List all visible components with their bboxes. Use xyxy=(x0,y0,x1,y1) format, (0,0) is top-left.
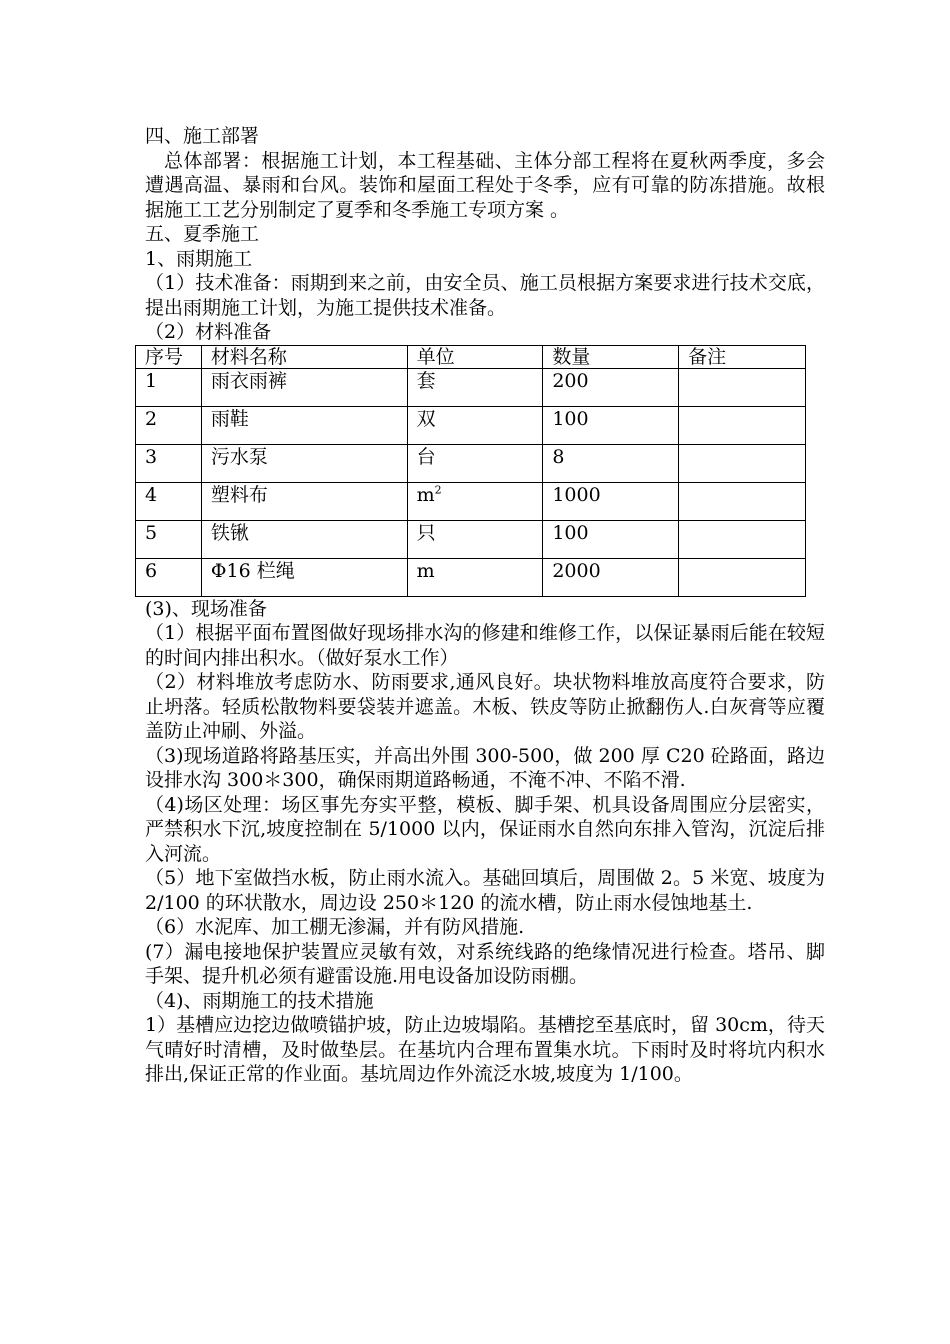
table-header-cell: 材料名称 xyxy=(201,345,407,368)
site-item: （2）材料堆放考虑防水、防雨要求,通风良好。块状物料堆放高度符合要求，防止坍落。轻质松散物料要袋装并遮盖。木板、铁皮等防止掀翻伤人.白灰膏等应覆盖防止冲刷、外溢。 xyxy=(145,671,825,742)
table-header-cell: 单位 xyxy=(407,345,543,368)
table-row xyxy=(136,368,806,406)
table-row xyxy=(136,406,806,444)
table-cell: 铁锹 xyxy=(201,520,407,558)
table-cell xyxy=(679,406,806,444)
table-cell: 雨衣雨裤 xyxy=(201,368,407,406)
table-row xyxy=(136,482,806,520)
table-cell: 4 xyxy=(136,482,202,520)
table-cell: 双 xyxy=(407,406,543,444)
materials-table xyxy=(135,345,806,597)
table-cell: 1000 xyxy=(543,482,679,520)
tech-measures-heading: （4)、雨期施工的技术措施 xyxy=(145,989,374,1012)
table-row xyxy=(136,520,806,558)
site-item: （6）水泥库、加工棚无渗漏，并有防风措施. xyxy=(145,916,525,938)
table-cell: 污水泵 xyxy=(201,444,407,482)
table-cell: 5 xyxy=(136,520,202,558)
table-cell: 200 xyxy=(543,368,679,406)
table-row xyxy=(136,558,806,596)
table-cell: 6 xyxy=(136,558,202,596)
table-cell xyxy=(679,444,806,482)
table-cell: 2 xyxy=(136,406,202,444)
table-cell xyxy=(679,368,806,406)
overall-deployment-paragraph: 总体部署：根据施工计划，本工程基础、主体分部工程将在夏秋两季度，多会遭遇高温、暴雨和台风。装饰和屋面工程处于冬季，应有可靠的防冻措施。故根据施工工艺分别制定了夏季和冬季施工专项方案 。 xyxy=(145,149,825,221)
table-cell xyxy=(679,520,806,558)
table-header-row xyxy=(136,345,806,368)
site-item: （3)现场道路将路基压实，并高出外围 300-500，做 200 厚 C20 砼路面，路边设排水沟 300＊300，确保雨期道路畅通，不淹不冲、不陷不滑. xyxy=(145,744,825,791)
table-cell: Φ16 栏绳 xyxy=(201,558,407,596)
site-item: （5）地下室做挡水板，防止雨水流入。基础回填后，周围做 2。5 米宽、坡度为 2/100 的环状散水，周边设 250＊120 的流水槽，防止雨水侵蚀地基土. xyxy=(145,867,825,914)
unit-text: m xyxy=(416,483,435,506)
rain-season-heading: 1、雨期施工 xyxy=(145,247,253,270)
tech-prep-paragraph: （1）技术准备：雨期到来之前，由安全员、施工员根据方案要求进行技术交底，提出雨期施工计划，为施工提供技术准备。 xyxy=(145,272,825,319)
material-prep-heading: （2）材料准备 xyxy=(145,321,272,343)
measure-paragraph: 1）基槽应边挖边做喷锚护坡，防止边坡塌陷。基槽挖至基底时，留 30cm，待天气晴好时清槽，及时做垫层。在基坑内合理布置集水坑。下雨时及时将坑内积水排出,保证正常的作业面。基坑周边作外流泛水坡,坡度为 1/100。 xyxy=(145,1014,825,1085)
table-cell: 套 xyxy=(407,368,543,406)
table-cell: 1 xyxy=(136,368,202,406)
table-header-cell: 备注 xyxy=(679,345,806,368)
table-cell-unit xyxy=(407,482,543,520)
table-cell: 台 xyxy=(407,444,543,482)
table-cell: 100 xyxy=(543,406,679,444)
table-header-cell: 序号 xyxy=(136,345,202,368)
table-cell xyxy=(679,558,806,596)
table-cell xyxy=(679,482,806,520)
site-prep-heading: (3)、现场准备 xyxy=(145,597,267,620)
table-cell: 雨鞋 xyxy=(201,406,407,444)
table-cell: m xyxy=(407,558,543,596)
site-item: (7）漏电接地保护装置应灵敏有效，对系统线路的绝缘情况进行检查。塔吊、脚手架、提升机必须有避雷设施.用电设备加设防雨棚。 xyxy=(145,940,825,987)
table-cell: 3 xyxy=(136,444,202,482)
table-cell: 100 xyxy=(543,520,679,558)
document-page xyxy=(145,124,825,1087)
site-item: （1）根据平面布置图做好现场排水沟的修建和维修工作，以保证暴雨后能在较短的时间内排出积水。（做好泵水工作） xyxy=(145,622,825,669)
table-cell: 塑料布 xyxy=(201,482,407,520)
table-cell: 8 xyxy=(543,444,679,482)
section-heading-5: 五、夏季施工 xyxy=(145,223,260,245)
table-cell: 只 xyxy=(407,520,543,558)
table-cell: 2000 xyxy=(543,558,679,596)
site-item: （4)场区处理：场区事先夯实平整，模板、脚手架、机具设备周围应分层密实，严禁积水下沉,坡度控制在 5/1000 以内，保证雨水自然向东排入管沟，沉淀后排入河流。 xyxy=(145,793,825,865)
table-row xyxy=(136,444,806,482)
unit-superscript: 2 xyxy=(434,483,442,497)
table-header-cell: 数量 xyxy=(543,345,679,368)
section-heading-4: 四、施工部署 xyxy=(145,125,260,147)
